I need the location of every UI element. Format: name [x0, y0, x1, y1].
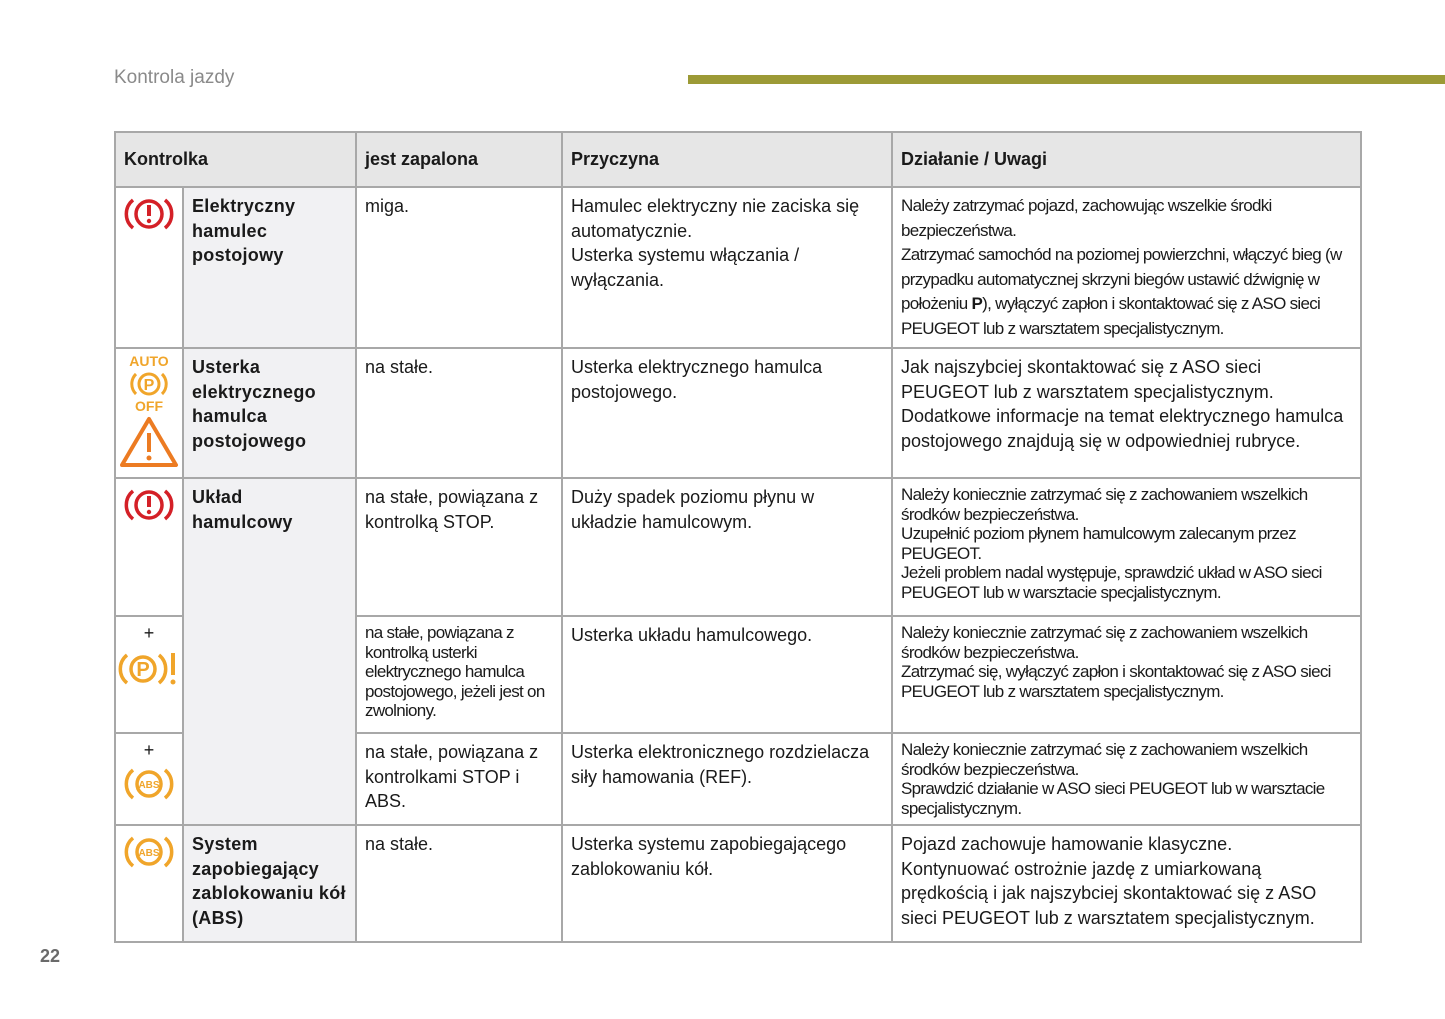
icon-cell — [115, 825, 183, 942]
warning-triangle-icon — [118, 415, 180, 469]
table-row — [115, 348, 1361, 478]
parking-brake-fault-icon — [118, 647, 180, 691]
action — [892, 187, 1361, 348]
light-name: System zapobiegający zablokowaniu kół (ABS) — [183, 825, 356, 942]
table-row — [115, 825, 1361, 942]
icon-cell — [115, 616, 183, 733]
table-row — [115, 187, 1361, 348]
icon-cell — [115, 733, 183, 825]
icon-cell — [115, 187, 183, 348]
lit-state: na stałe. — [356, 348, 562, 478]
svg-text:P: P — [136, 659, 150, 681]
column-header: Kontrolka — [115, 132, 356, 187]
action-text: Należy zatrzymać pojazd, zachowując wszelkie środki bezpieczeństwa. Zatrzymać samochód na poziomej powierzchni, włączyć bieg (w przypadku automatycznej skrzyni biegów ustawić dźwignię w położeniu — [901, 196, 1342, 313]
light-name: Usterka elektrycznego hamulca postojowego — [183, 348, 356, 478]
cause: Duży spadek poziomu płynu w układzie hamulcowym. — [562, 478, 892, 616]
light-name: Elektryczny hamulec postojowy — [183, 187, 356, 348]
warning-lights-table — [114, 131, 1362, 943]
action: Pojazd zachowuje hamowanie klasyczne. Kontynuować ostrożnie jazdę z umiarkowaną prędkością i jak najszybciej skontaktować się z ASO sieci PEUGEOT lub z warsztatem specjalistycznym. — [892, 825, 1361, 942]
icon-cell — [115, 478, 183, 616]
lit-state: na stałe, powiązana z kontrolką STOP. — [356, 478, 562, 616]
cause: Hamulec elektryczny nie zaciska się automatycznie. Usterka systemu włączania / wyłączania. — [562, 187, 892, 348]
lit-state: na stałe, powiązana z kontrolką usterki elektrycznego hamulca postojowego, jeżeli jest on zwolniony. — [356, 616, 562, 733]
table-row — [115, 478, 1361, 616]
plus-sign: + — [143, 623, 155, 643]
brake-warning-red-icon — [124, 194, 174, 234]
section-title: Kontrola jazdy — [114, 67, 235, 88]
svg-text:OFF: OFF — [135, 398, 163, 414]
action-bold: P — [971, 294, 983, 313]
lit-state: na stałe, powiązana z kontrolkami STOP i ABS. — [356, 733, 562, 825]
svg-text:ABS: ABS — [138, 780, 160, 791]
svg-text:P: P — [143, 377, 155, 394]
action: Należy koniecznie zatrzymać się z zachowaniem wszelkich środków bezpieczeństwa. Zatrzymać się, wyłączyć zapłon i skontaktować się z ASO sieci PEUGEOT lub z warsztatem specjalistycznym. — [892, 616, 1361, 733]
action: Należy koniecznie zatrzymać się z zachowaniem wszelkich środków bezpieczeństwa. Uzupełnić poziom płynem hamulcowym zalecanym przez PEUGEOT. Jeżeli problem nadal występuje, sprawdzić układ w ASO sieci PEUGEOT lub w warsztacie specjalistycznym. — [892, 478, 1361, 616]
abs-icon — [124, 832, 174, 872]
column-header: Przyczyna — [562, 132, 892, 187]
svg-text:ABS: ABS — [138, 848, 160, 859]
column-header: jest zapalona — [356, 132, 562, 187]
lit-state: miga. — [356, 187, 562, 348]
light-name: Układ hamulcowy — [183, 478, 356, 825]
cause: Usterka elektronicznego rozdzielacza siły hamowania (REF). — [562, 733, 892, 825]
cause: Usterka układu hamulcowego. — [562, 616, 892, 733]
abs-icon — [124, 764, 174, 804]
action: Należy koniecznie zatrzymać się z zachowaniem wszelkich środków bezpieczeństwa. Sprawdzić działanie w ASO sieci PEUGEOT lub w warsztacie specjalistycznym. — [892, 733, 1361, 825]
plus-sign: + — [143, 740, 155, 760]
cause: Usterka elektrycznego hamulca postojowego. — [562, 348, 892, 478]
svg-text:AUTO: AUTO — [129, 353, 169, 369]
icon-cell — [115, 348, 183, 478]
page-number: 22 — [40, 946, 61, 966]
cause: Usterka systemu zapobiegającego zablokowaniu kół. — [562, 825, 892, 942]
action-text: ), wyłączyć zapłon i skontaktować się z ASO sieci PEUGEOT lub z warsztatem specjalistycznym. — [901, 294, 1321, 338]
section-bar — [688, 75, 1445, 84]
auto-p-off-icon — [124, 353, 174, 415]
action: Jak najszybciej skontaktować się z ASO sieci PEUGEOT lub z warsztatem specjalistycznym. Dodatkowe informacje na temat elektrycznego hamulca postojowego znajdują się w odpowiedniej rubryce. — [892, 348, 1361, 478]
brake-warning-red-icon — [124, 485, 174, 525]
column-header: Działanie / Uwagi — [892, 132, 1361, 187]
table-header — [115, 132, 1361, 187]
lit-state: na stałe. — [356, 825, 562, 942]
